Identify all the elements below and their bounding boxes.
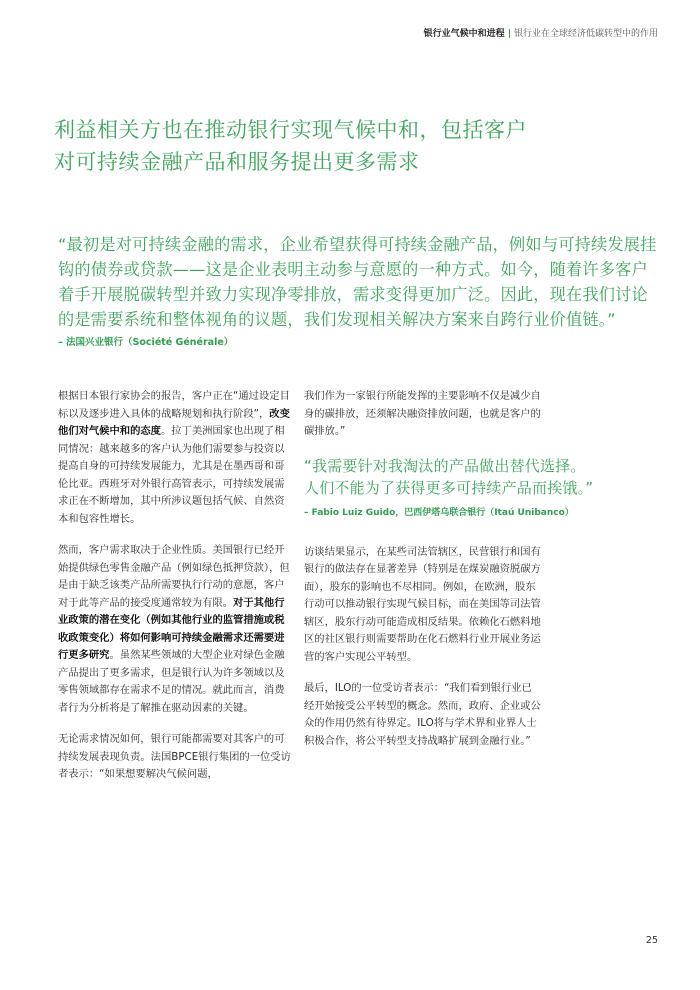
- left-paragraph-3: 无论需求情况如何，银行可能都需要对其客户的可持续发展表现负责。法国BPCE银行集团的一位受访者表示：“如果想要解决气候问题，: [58, 733, 291, 780]
- left-column: [58, 388, 294, 798]
- right-paragraph-2: 访谈结果显示，在某些司法管辖区，民营银行和国有银行的做法存在显著差异（特别是在煤炭融资脱碳方面），股东的影响也不尽相同。例如，在欧洲，股东行动可以推动银行实现气候目标，而在美国等司法管辖区，股东行动可能造成相反结果。依赖化石燃料地区的社区银行则需要帮助在化石燃料行业开展业务运营的客户实现公平转型。: [304, 545, 541, 663]
- page-number: 25: [645, 935, 658, 946]
- right-column: [304, 388, 594, 764]
- page-title-line1: 利益相关方也在推动银行实现气候中和，包括客户: [54, 118, 527, 142]
- left-paragraph-1: [58, 388, 294, 528]
- featured-quote: “最初是对可持续金融的需求，企业希望获得可持续金融产品，例如与可持续发展挂钩的债券或贷款——这是企业表明主动参与意愿的一种方式。如今，随着许多客户着手开展脱碳转型并致力实现净零排放，需求变得更加广泛。因此，现在我们讨论的是需要系统和整体视角的议题，我们发现相关解决方案来自跨行业价值链。”: [58, 235, 657, 329]
- left-p2-text-b: 。虽然某些领域的大型企业对绿色金融产品提出了更多需求，但是银行认为许多领域以及零售领域都存在需求不足的情况。就此而言，消费者行为分析将是了解推在驱动因素的关键。: [58, 649, 285, 714]
- featured-quote-attribution: – 法国兴业银行（Société Générale）: [58, 337, 234, 348]
- header-separator: |: [507, 29, 511, 39]
- page-title: [54, 114, 654, 178]
- running-header: [424, 26, 658, 39]
- left-p1-text-a: 根据日本银行家协会的报告，客户正在“通过设定目标以及逐步进入具体的战略规划和执行阶段”，: [58, 390, 290, 420]
- pull-quote-attribution: – Fabio Luiz Guido，巴西伊塔乌联合银行（Itaú Unibanco）: [304, 507, 574, 518]
- pull-quote-line1: “我需要针对我淘汰的产品做出替代选择。: [304, 456, 586, 475]
- pull-quote-line2: 人们不能为了获得更多可持续产品而挨饿。”: [304, 478, 594, 497]
- page-title-line2: 对可持续金融产品和服务提出更多需求: [54, 150, 420, 174]
- header-title: 银行业气候中和进程: [423, 29, 505, 39]
- left-p1-text-b: 。拉丁美洲国家也出现了相同情况：越来越多的客户认为他们需要参与投资以提高自身的可持续发展能力，尤其是在墨西哥和哥伦比亚。西班牙对外银行高管表示，可持续发展需求正在不断增加，其中所涉议题包括气候、自然资本和包容性增长。: [58, 425, 285, 525]
- left-p1-emphasis: 改变他们对气候中和的态度: [58, 407, 290, 437]
- header-subtitle: 银行业在全球经济低碳转型中的作用: [513, 29, 658, 39]
- right-paragraph-1: 我们作为一家银行所能发挥的主要影响不仅是减少自身的碳排放，还须解决融资排放问题，也就是客户的碳排放。”: [304, 390, 541, 437]
- right-paragraph-3: 最后，ILO的一位受访者表示：“我们看到银行业已经开始接受公平转型的概念。然而，政府、企业或公众的作用仍然有待界定。ILO将与学术界和业界人士积极合作，将公平转型支持战略扩展到金融行业。”: [304, 682, 541, 747]
- left-paragraph-2: [58, 542, 294, 717]
- left-p2-text-a: 然而，客户需求取决于企业性质。美国银行已经开始提供绿色零售金融产品（例如绿色抵押贷款），但是由于缺乏该类产品所需要执行行动的意愿，客户对于此等产品的接受度通常较为有限。: [58, 544, 290, 609]
- pull-quote: [304, 455, 634, 499]
- left-p2-emphasis: 对于其他行业政策的潜在变化（例如其他行业的监管措施或税收政策变化）将如何影响可持续金融需求还需要进行更多研究: [58, 596, 285, 661]
